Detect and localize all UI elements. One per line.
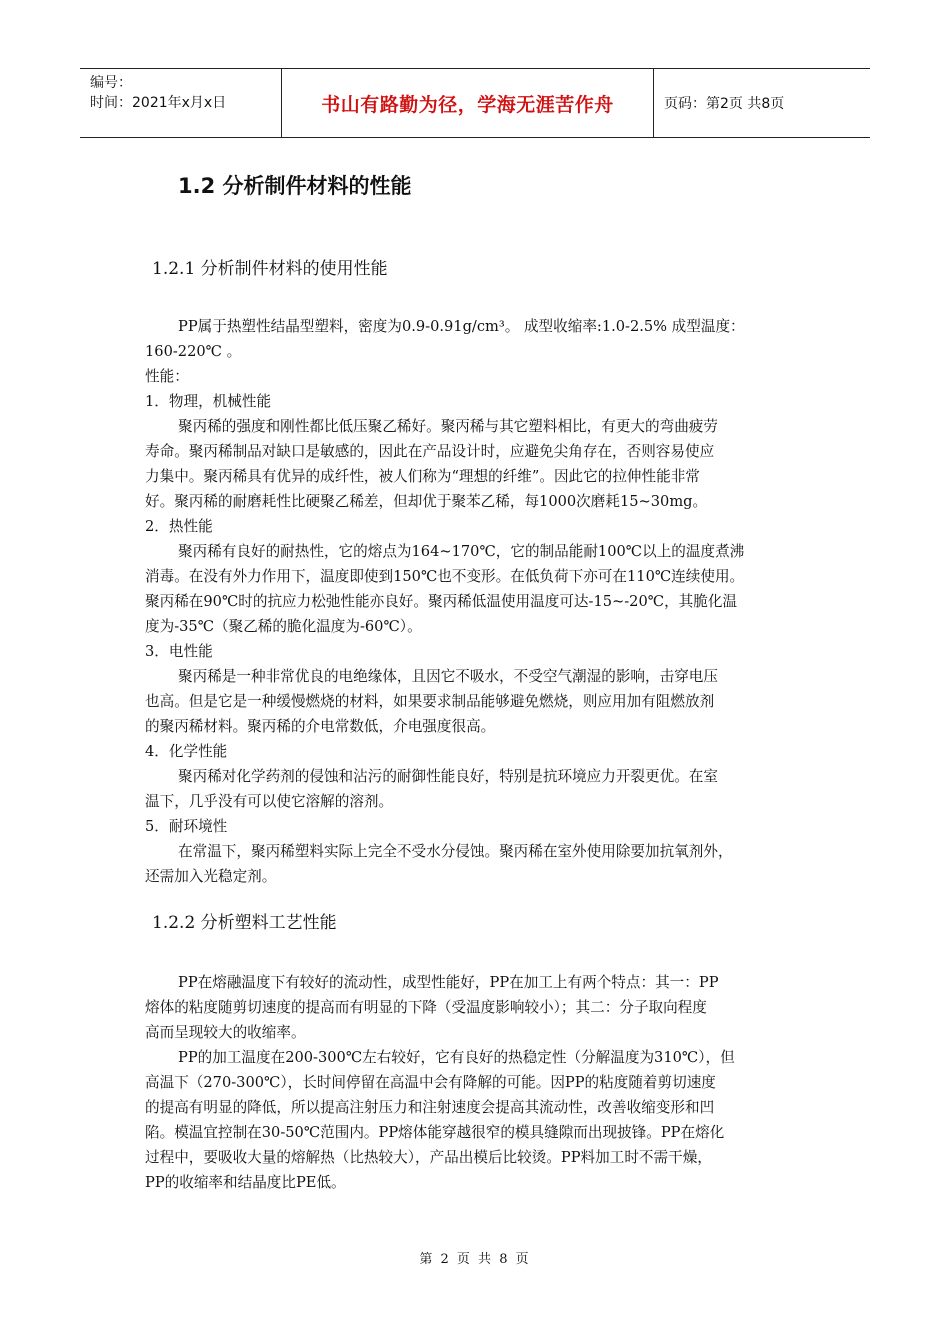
paragraph-line: 也高。但是它是一种缓慢燃烧的材料，如果要求制品能够避免燃烧，则应用加有阻燃放剂 [145,693,715,710]
document-header [80,68,870,138]
header-left-cell [80,69,282,137]
paragraph-line: 聚丙稀有良好的耐热性，它的熔点为164~170℃，它的制品能耐100℃以上的温度煮沸 [178,543,745,560]
page-title: 1.2 分析制件材料的性能 [178,174,412,198]
motto-text: 书山有路勤为径，学海无涯苦作舟 [321,93,614,116]
paragraph-line: 聚丙稀的强度和刚性都比低压聚乙稀好。聚丙稀与其它塑料相比，有更大的弯曲疲劳 [178,418,718,435]
paragraph-line: 好。聚丙稀的耐磨耗性比硬聚乙稀差，但却优于聚苯乙稀，每1000次磨耗15~30mg。 [145,493,708,510]
intro-line-2: 160-220℃ 。 [145,343,242,360]
item-label-electrical: 3．电性能 [145,643,213,660]
paragraph-line: 高而呈现较大的收缩率。 [145,1024,306,1041]
paragraph-line: 过程中，要吸收大量的熔解热（比热较大），产品出模后比较烫。PP料加工时不需干燥， [145,1149,712,1166]
item-label-physical: 1．物理，机械性能 [145,393,272,410]
paragraph-line: PP的加工温度在200-300℃左右较好，它有良好的热稳定性（分解温度为310℃），但 [178,1049,735,1066]
paragraph-line: 度为-35℃（聚乙稀的脆化温度为-60℃）。 [145,618,422,635]
section-2-body [145,970,815,1195]
paragraph-line: 高温下（270-300℃），长时间停留在高温中会有降解的可能。因PP的粘度随着剪切速度 [145,1074,716,1091]
item-label-chemical: 4．化学性能 [145,743,228,760]
paragraph-line: PP的收缩率和结晶度比PE低。 [145,1174,346,1191]
header-motto-cell [282,69,654,137]
paragraph-line: 聚丙稀对化学药剂的侵蚀和沾污的耐御性能良好，特别是抗环境应力开裂更优。在室 [178,768,718,785]
date-label: 时间：2021年x月x日 [90,95,227,111]
item-label-thermal: 2．热性能 [145,518,213,535]
page-info: 页码：第2页 共8页 [664,96,785,112]
paragraph-line: 的提高有明显的降低，所以提高注射压力和注射速度会提高其流动性，改善收缩变形和凹 [145,1099,715,1116]
properties-label: 性能： [145,368,189,385]
header-page-cell [654,69,870,137]
paragraph-line: PP在熔融温度下有较好的流动性，成型性能好，PP在加工上有两个特点：其一：PP [178,974,719,991]
paragraph-line: 还需加入光稳定剂。 [145,868,277,885]
paragraph-line: 温下，几乎没有可以使它溶解的溶剂。 [145,793,394,810]
paragraph-line: 在常温下，聚丙稀塑料实际上完全不受水分侵蚀。聚丙稀在室外使用除要加抗氧剂外， [178,843,733,860]
number-label: 编号： [90,75,132,91]
page-footer: 第 2 页 共 8 页 [419,1252,531,1267]
paragraph-line: 陷。模温宜控制在30-50℃范围内。PP熔体能穿越很窄的模具缝隙而出现披锋。PP在熔化 [145,1124,725,1141]
paragraph-line: 熔体的粘度随剪切速度的提高而有明显的下降（受温度影响较小）；其二：分子取向程度 [145,999,707,1016]
section-heading-1-2-2: 1.2.2 分析塑料工艺性能 [152,913,337,933]
paragraph-line: 聚丙稀在90℃时的抗应力松弛性能亦良好。聚丙稀低温使用温度可达-15~-20℃，其脆化温 [145,593,738,610]
paragraph-line: 的聚丙稀材料。聚丙稀的介电常数低，介电强度很高。 [145,718,496,735]
section-1-body [145,314,815,889]
paragraph-line: 寿命。聚丙稀制品对缺口是敏感的，因此在产品设计时，应避免尖角存在，否则容易使应 [145,443,715,460]
section-heading-1-2-1: 1.2.1 分析制件材料的使用性能 [152,259,388,279]
paragraph-line: 消毒。在没有外力作用下，温度即使到150℃也不变形。在低负荷下亦可在110℃连续使用。 [145,568,745,585]
paragraph-line: 聚丙稀是一种非常优良的电绝缘体，且因它不吸水，不受空气潮湿的影响，击穿电压 [178,668,718,685]
item-label-environment: 5．耐环境性 [145,818,228,835]
paragraph-line: 力集中。聚丙稀具有优异的成纤性，被人们称为“理想的纤维”。因此它的拉伸性能非常 [145,468,700,485]
intro-line-1: PP属于热塑性结晶型塑料，密度为0.9-0.91g/cm³。 成型收缩率:1.0-2.5% 成型温度： [178,318,745,335]
